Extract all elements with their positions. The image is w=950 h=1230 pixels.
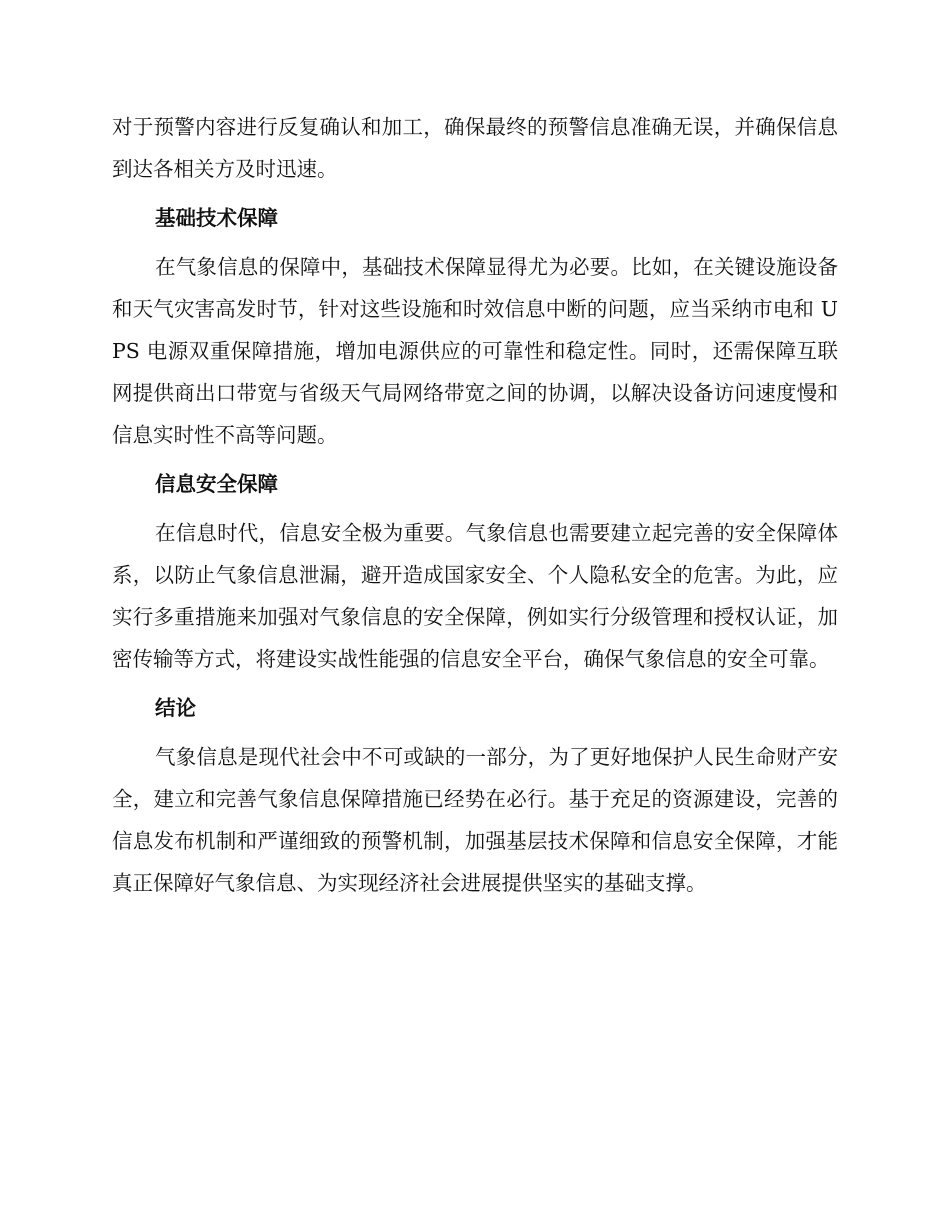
intro-paragraph: 对于预警内容进行反复确认和加工，确保最终的预警信息准确无误，并确保信息到达各相关方及时迅速。 — [112, 115, 838, 181]
section-heading-basic-tech: 基础技术保障 — [155, 206, 278, 230]
section-heading-info-security: 信息安全保障 — [155, 472, 278, 496]
document-body — [112, 106, 838, 904]
section-paragraph-basic-tech: 在气象信息的保障中，基础技术保障显得尤为必要。比如，在关键设施设备和天气灾害高发时节，针对这些设施和时效信息中断的问题，应当采纳市电和 UPS 电源双重保障措施，增加电源供应的可靠性和稳定性。同时，还需保障互联网提供商出口带宽与省级天气局网络带宽之间的协调，以解决设备访问速度慢和信息实时性不高等问题。 — [112, 255, 838, 447]
section-paragraph-conclusion: 气象信息是现代社会中不可或缺的一部分，为了更好地保护人民生命财产安全，建立和完善气象信息保障措施已经势在必行。基于充足的资源建设，完善的信息发布机制和严谨细致的预警机制，加强基层技术保障和信息安全保障，才能真正保障好气象信息、为实现经济社会进展提供坚实的基础支撑。 — [112, 745, 838, 895]
section-heading-conclusion: 结论 — [155, 696, 196, 720]
section-paragraph-info-security: 在信息时代，信息安全极为重要。气象信息也需要建立起完善的安全保障体系，以防止气象信息泄漏，避开造成国家安全、个人隐私安全的危害。为此，应实行多重措施来加强对气象信息的安全保障，例如实行分级管理和授权认证，加密传输等方式，将建设实战性能强的信息安全平台，确保气象信息的安全可靠。 — [112, 521, 838, 671]
